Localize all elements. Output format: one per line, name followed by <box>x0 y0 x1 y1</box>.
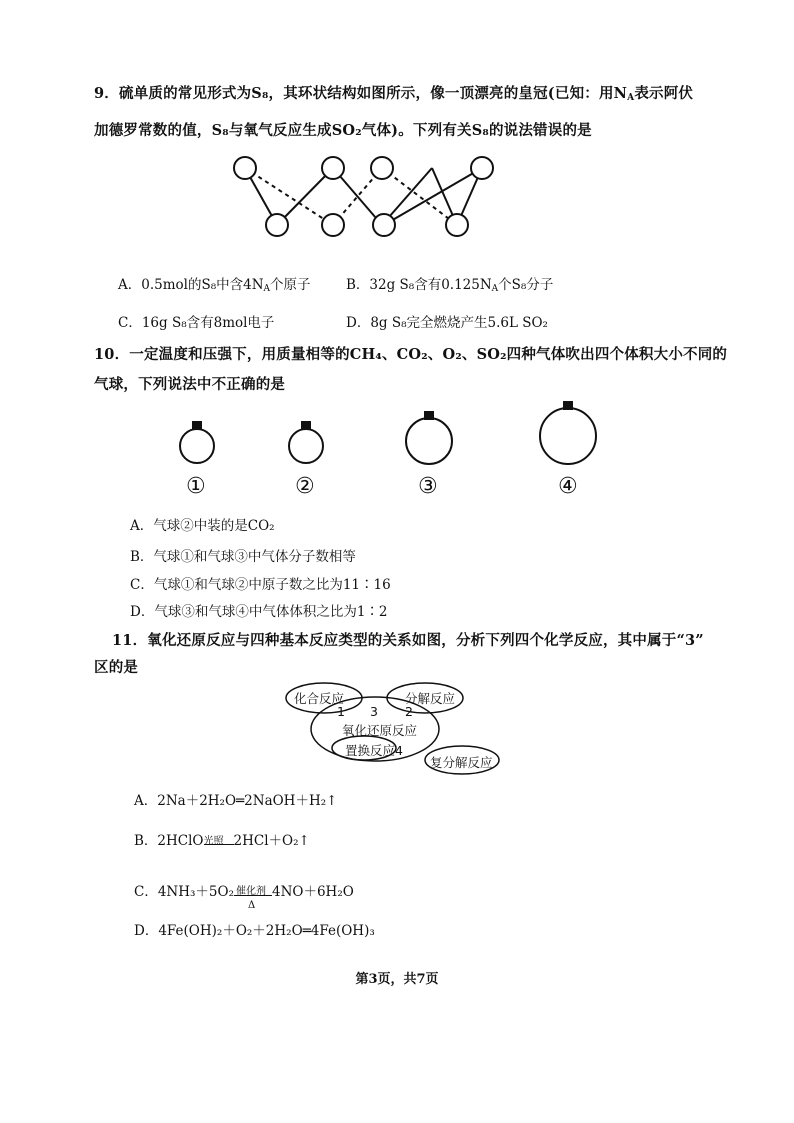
sulfur-atom <box>373 214 395 236</box>
balloon-2 <box>289 429 323 463</box>
q10-line2: 气球，下列说法中不正确的是 <box>94 376 286 393</box>
q9-sub-a: A <box>627 93 635 103</box>
q11-line2: 区的是 <box>94 659 139 676</box>
balloon-label-2: ② <box>295 474 315 499</box>
venn-combination-label: 化合反应 <box>294 691 345 706</box>
q9-option-a-text: A．0.5mol的S₈中含4N <box>118 277 264 293</box>
balloon-3 <box>406 418 452 464</box>
q11-option-c-right: 4NO＋6H₂O <box>271 884 354 900</box>
q11-option-c-catalyst: 催化剂 <box>235 886 266 897</box>
venn-region-3: 3 <box>370 704 378 719</box>
q9-text-part1: 9．硫单质的常见形式为S₈，其环状结构如图所示，像一顶漂亮的皇冠(已知：用N <box>94 85 628 102</box>
q9-option-b-text: B．32g S₈含有0.125N <box>346 277 492 293</box>
balloon-1 <box>180 429 214 463</box>
s8-bond <box>384 168 482 225</box>
q9-option-a <box>118 273 311 293</box>
q9-option-c: C．16g S₈含有8mol电子 <box>118 315 275 331</box>
q9-option-b-end: 个S₈分子 <box>498 277 554 293</box>
venn-decomposition-label: 分解反应 <box>405 691 456 706</box>
s8-bond-dashed <box>245 168 333 225</box>
q9-line1 <box>94 82 693 103</box>
venn-displacement-label: 置换反应4 <box>345 743 403 758</box>
q11-option-b-right: 2HCl＋O₂↑ <box>233 833 310 849</box>
balloon-knot <box>563 401 573 410</box>
q10-option-b: B．气球①和气球③中气体分子数相等 <box>130 549 356 565</box>
balloon-4 <box>540 408 596 464</box>
q9-option-d: D．8g S₈完全燃烧产生5.6L SO₂ <box>346 315 548 331</box>
s8-crown-diagram <box>228 152 528 252</box>
q11-option-a: A．2Na＋2H₂O═2NaOH＋H₂↑ <box>134 793 338 809</box>
q11-line1: 11．氧化还原反应与四种基本反应类型的关系如图，分析下列四个化学反应，其中属于“3” <box>112 632 704 649</box>
q9-option-b-sub: A <box>491 284 499 294</box>
q11-option-c-left: C．4NH₃＋5O₂ <box>134 884 234 900</box>
q11-option-b-left: B．2HClO <box>134 833 204 849</box>
venn-redox-label: 氧化还原反应 <box>342 723 418 738</box>
balloon-knot <box>424 411 434 420</box>
sulfur-atom <box>371 157 393 179</box>
sulfur-atom <box>322 214 344 236</box>
sulfur-atom <box>266 214 288 236</box>
q10-option-c: C．气球①和气球②中原子数之比为11∶16 <box>130 577 391 593</box>
q10-option-d: D．气球③和气球④中气体体积之比为1∶2 <box>130 604 388 620</box>
q11-option-c-heat: Δ <box>247 900 256 911</box>
sulfur-atom <box>322 157 344 179</box>
q9-text-part2: 表示阿伏 <box>634 85 694 102</box>
balloon-label-3: ③ <box>418 474 438 499</box>
q9-option-a-sub: A <box>263 284 271 294</box>
sulfur-atom <box>471 157 493 179</box>
q11-option-c <box>134 880 354 911</box>
q11-option-b-condition: 光照 <box>203 836 224 847</box>
sulfur-atom <box>446 214 468 236</box>
q9-option-b <box>346 273 553 293</box>
s8-bond-dashed <box>382 168 457 225</box>
balloon-label-4: ④ <box>558 474 578 499</box>
venn-region-1: 1 <box>337 704 345 719</box>
q10-line1: 10．一定温度和压强下，用质量相等的CH₄、CO₂、O₂、SO₂四种气体吹出四个体积大小不同的 <box>94 346 728 363</box>
q9-line2: 加德罗常数的值，S₈与氧气反应生成SO₂气体)。下列有关S₈的说法错误的是 <box>94 122 592 139</box>
q9-option-a-end: 个原子 <box>270 277 311 293</box>
balloons-diagram <box>170 398 630 468</box>
page-footer: 第3页，共7页 <box>355 972 439 987</box>
q11-option-b <box>134 829 310 849</box>
sulfur-atom <box>234 157 256 179</box>
balloon-knot <box>301 421 311 430</box>
balloon-knot <box>192 421 202 430</box>
q10-option-a: A．气球②中装的是CO₂ <box>130 518 275 534</box>
balloon-label-1: ① <box>186 474 206 499</box>
q11-option-d: D．4Fe(OH)₂＋O₂＋2H₂O═4Fe(OH)₃ <box>134 923 375 939</box>
venn-region-2: 2 <box>405 704 413 719</box>
venn-double-decomposition-label: 复分解反应 <box>430 755 493 770</box>
